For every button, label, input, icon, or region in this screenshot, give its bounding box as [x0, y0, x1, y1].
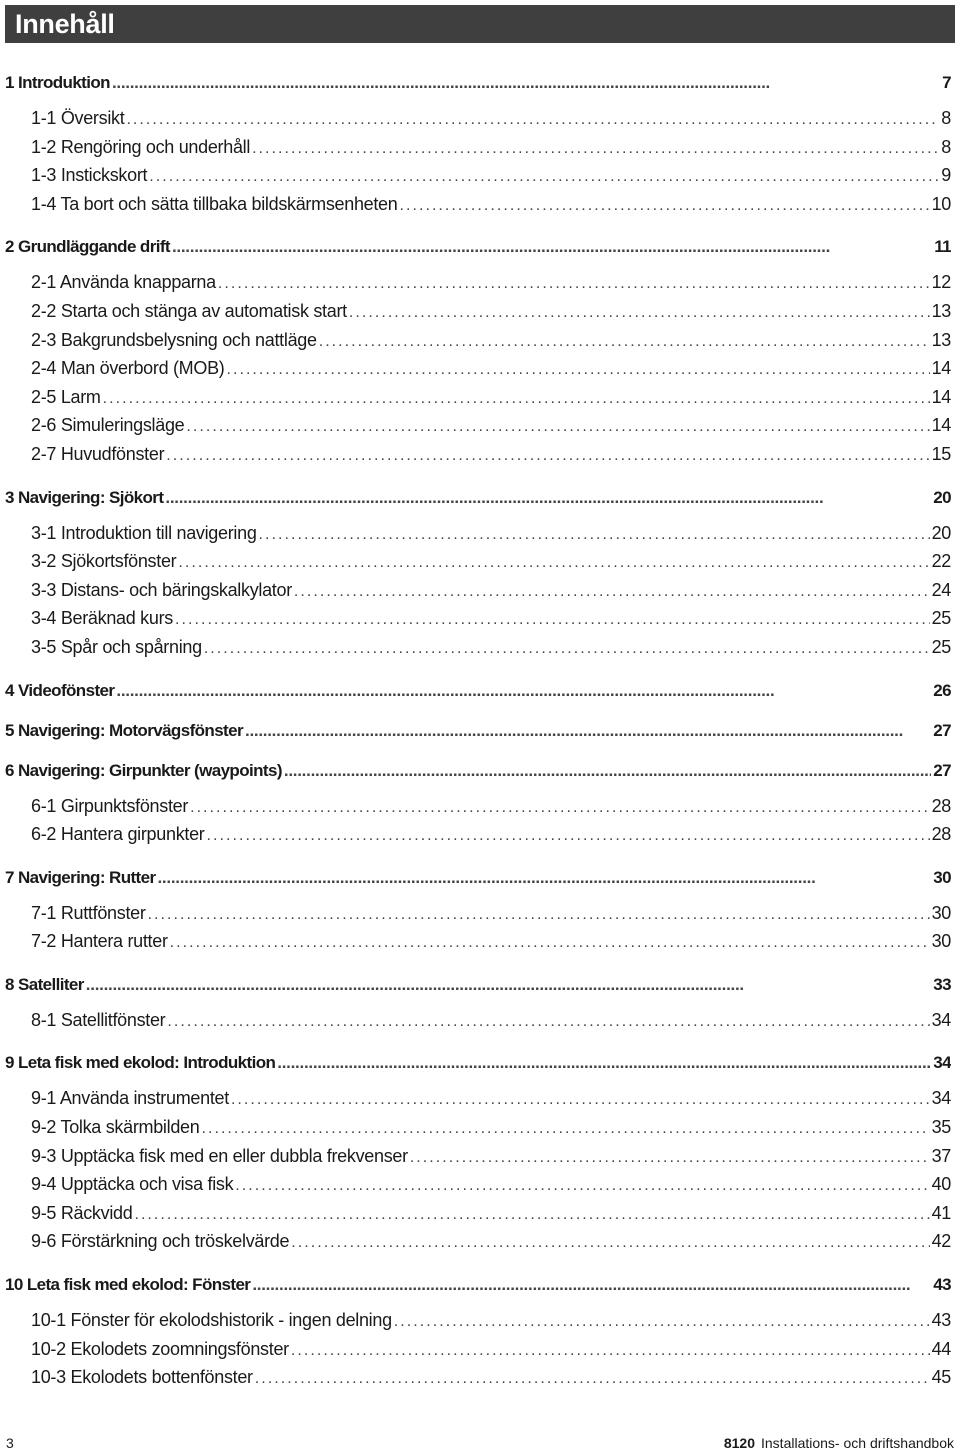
toc-section-page: 34: [931, 1009, 951, 1030]
dot-leader: [294, 578, 930, 605]
dot-leader: [218, 270, 930, 297]
dot-leader: [252, 135, 939, 162]
toc-section[interactable]: [5, 1006, 951, 1035]
toc-section-label: 1-2 Rengöring och underhåll: [31, 136, 251, 157]
toc-section[interactable]: [5, 1170, 951, 1199]
toc-section-page: 9: [941, 165, 951, 186]
dot-leader: [319, 328, 930, 355]
toc-section-label: 8-1 Satellitfönster: [31, 1009, 166, 1030]
toc-section-page: 14: [931, 386, 951, 407]
toc-section-label: 6-1 Girpunktsfönster: [31, 795, 189, 816]
toc-section-page: 42: [931, 1231, 951, 1252]
toc-section-page: 12: [931, 272, 951, 293]
toc-section-label: 2-5 Larm: [31, 386, 101, 407]
toc-chapter-label: 4 Videofönster: [5, 680, 115, 700]
toc-section[interactable]: [5, 519, 951, 548]
dot-leader: [148, 901, 930, 928]
dot-leader: [166, 442, 929, 469]
toc-chapter-page: 7: [942, 73, 951, 92]
toc-section-page: 14: [931, 415, 951, 436]
toc-chapter-label: 8 Satelliter: [5, 974, 84, 994]
toc-section-page: 41: [931, 1202, 951, 1223]
toc-section[interactable]: [5, 133, 951, 162]
model-number: 8120: [723, 1435, 755, 1451]
page-title: Innehåll: [5, 5, 955, 43]
dot-leader: [86, 974, 931, 996]
toc-chapter-page: 27: [933, 720, 951, 740]
toc-section-label: 9-6 Förstärkning och tröskelvärde: [31, 1231, 290, 1252]
toc-chapter-label: 1 Introduktion: [5, 73, 110, 92]
dot-leader: [207, 822, 930, 849]
toc-section[interactable]: [5, 326, 951, 355]
toc-section-page: 35: [931, 1117, 951, 1138]
toc-chapter[interactable]: [5, 1274, 951, 1296]
dot-leader: [103, 385, 930, 412]
toc-section-page: 15: [931, 443, 951, 464]
toc-section-label: 1-3 Instickskort: [31, 165, 148, 186]
toc-section-label: 2-7 Huvudfönster: [31, 443, 165, 464]
dot-leader: [399, 192, 929, 219]
toc-chapter[interactable]: [5, 974, 951, 996]
dot-leader: [204, 635, 930, 662]
toc-chapter[interactable]: [5, 867, 951, 889]
toc-chapter-page: 30: [933, 867, 951, 887]
toc-section[interactable]: [5, 899, 951, 928]
toc-chapter-label: 10 Leta fisk med ekolod: Fönster: [5, 1275, 251, 1295]
toc-section[interactable]: [5, 268, 951, 297]
toc-section-page: 40: [931, 1174, 951, 1195]
toc-section[interactable]: [5, 927, 951, 956]
toc-section[interactable]: [5, 411, 951, 440]
toc-section[interactable]: [5, 820, 951, 849]
dot-leader: [170, 929, 930, 956]
toc-section[interactable]: [5, 383, 951, 412]
toc-section[interactable]: [5, 190, 951, 219]
toc-section[interactable]: [5, 1199, 951, 1228]
toc-section-page: 8: [941, 136, 951, 157]
dot-leader: [252, 1274, 931, 1296]
toc-section-label: 9-4 Upptäcka och visa fisk: [31, 1174, 234, 1195]
dot-leader: [178, 549, 929, 576]
dot-leader: [134, 1201, 929, 1228]
toc-section[interactable]: [5, 1227, 951, 1256]
toc-section-page: 8: [941, 108, 951, 128]
toc-chapter-label: 7 Navigering: Rutter: [5, 867, 156, 887]
dot-leader: [149, 163, 939, 190]
footer-title: [724, 1435, 954, 1451]
toc-section-label: 9-5 Räckvidd: [31, 1202, 133, 1223]
toc-section-label: 3-2 Sjökortsfönster: [31, 551, 177, 572]
dot-leader: [172, 236, 932, 258]
toc-section[interactable]: [5, 633, 951, 662]
toc-section-label: 9-2 Tolka skärmbilden: [31, 1117, 200, 1138]
toc-section[interactable]: [5, 104, 951, 133]
dot-leader: [190, 794, 930, 821]
toc-section-label: 7-2 Hantera rutter: [31, 931, 168, 952]
toc-chapter-page: 43: [933, 1275, 951, 1295]
toc-section[interactable]: [5, 1363, 951, 1392]
toc-section[interactable]: [5, 792, 951, 821]
toc-chapter[interactable]: [5, 72, 951, 94]
toc-section-label: 7-1 Ruttfönster: [31, 902, 146, 923]
toc-chapter-page: 27: [933, 760, 951, 780]
toc-section[interactable]: [5, 297, 951, 326]
toc-section-label: 2-3 Bakgrundsbelysning och nattläge: [31, 329, 317, 350]
toc-section-page: 43: [931, 1310, 951, 1331]
dot-leader: [116, 680, 931, 702]
toc-section-page: 25: [931, 636, 951, 657]
toc-chapter-label: 5 Navigering: Motorvägsfönster: [5, 720, 243, 740]
toc-section[interactable]: [5, 1306, 951, 1335]
table-of-contents: [5, 60, 951, 1392]
toc-section[interactable]: [5, 1142, 951, 1171]
toc-section-label: 3-3 Distans- och bäringskalkylator: [31, 579, 292, 600]
toc-section-label: 2-4 Man överbord (MOB): [31, 358, 225, 379]
toc-chapter[interactable]: [5, 720, 951, 742]
dot-leader: [167, 1008, 929, 1035]
dot-leader: [291, 1337, 930, 1364]
dot-leader: [259, 521, 930, 548]
dot-leader: [126, 106, 939, 133]
toc-section-label: 1-1 Översikt: [31, 108, 125, 128]
toc-chapter-page: 20: [933, 487, 951, 507]
toc-section-label: 6-2 Hantera girpunkter: [31, 824, 205, 845]
toc-chapter-label: 3 Navigering: Sjökort: [5, 487, 164, 507]
toc-chapter[interactable]: [5, 1052, 951, 1074]
toc-section-label: 1-4 Ta bort och sätta tillbaka bildskärmsenheten: [31, 193, 398, 214]
dot-leader: [226, 356, 929, 383]
toc-chapter-page: 11: [934, 237, 951, 257]
toc-chapter-page: 34: [933, 1053, 951, 1073]
toc-section[interactable]: [5, 576, 951, 605]
dot-leader: [201, 1115, 929, 1142]
toc-section-label: 10-2 Ekolodets zoomningsfönster: [31, 1338, 289, 1359]
toc-section-label: 10-3 Ekolodets bottenfönster: [31, 1367, 253, 1388]
toc-chapter[interactable]: [5, 236, 951, 258]
toc-section-label: 2-6 Simuleringsläge: [31, 415, 185, 436]
toc-section[interactable]: [5, 547, 951, 576]
toc-section-label: 2-2 Starta och stänga av automatisk start: [31, 300, 347, 321]
toc-section-page: 37: [931, 1145, 951, 1166]
toc-section-label: 9-3 Upptäcka fisk med en eller dubbla frekvenser: [31, 1145, 408, 1166]
dot-leader: [245, 720, 931, 742]
dot-leader: [394, 1308, 930, 1335]
toc-section-page: 13: [931, 300, 951, 321]
dot-leader: [349, 299, 930, 326]
toc-chapter-label: 9 Leta fisk med ekolod: Introduktion: [5, 1053, 276, 1073]
toc-section-page: 24: [931, 579, 951, 600]
toc-section-page: 44: [931, 1338, 951, 1359]
toc-chapter-page: 26: [933, 680, 951, 700]
toc-chapter-label: 6 Navigering: Girpunkter (waypoints): [5, 760, 282, 780]
toc-chapter[interactable]: [5, 680, 951, 702]
dot-leader: [112, 72, 940, 94]
toc-section-label: 3-4 Beräknad kurs: [31, 608, 173, 629]
dot-leader: [410, 1144, 930, 1171]
toc-section-page: 20: [931, 522, 951, 543]
dot-leader: [165, 487, 931, 509]
toc-section-page: 34: [931, 1088, 951, 1109]
toc-section[interactable]: [5, 161, 951, 190]
toc-section-label: 9-1 Använda instrumentet: [31, 1088, 229, 1109]
toc-section-label: 2-1 Använda knapparna: [31, 272, 216, 293]
toc-section-page: 45: [931, 1367, 951, 1388]
toc-section-page: 28: [931, 795, 951, 816]
toc-section-label: 3-1 Introduktion till navigering: [31, 522, 257, 543]
toc-chapter[interactable]: [5, 487, 951, 509]
manual-title: Installations- och driftshandbok: [761, 1435, 954, 1451]
toc-section[interactable]: [5, 1084, 951, 1113]
toc-section-page: 14: [931, 358, 951, 379]
dot-leader: [235, 1172, 929, 1199]
toc-section[interactable]: [5, 440, 951, 469]
toc-section[interactable]: [5, 1335, 951, 1364]
dot-leader: [231, 1086, 930, 1113]
toc-section-label: 10-1 Fönster för ekolodshistorik - ingen delning: [31, 1310, 392, 1331]
toc-chapter-label: 2 Grundläggande drift: [5, 237, 170, 257]
dot-leader: [157, 867, 931, 889]
toc-section[interactable]: [5, 1113, 951, 1142]
toc-section-page: 30: [931, 902, 951, 923]
toc-section-page: 30: [931, 931, 951, 952]
toc-section[interactable]: [5, 604, 951, 633]
dot-leader: [175, 606, 930, 633]
dot-leader: [186, 413, 929, 440]
dot-leader: [284, 760, 931, 782]
toc-section-page: 10: [931, 193, 951, 214]
dot-leader: [255, 1365, 930, 1392]
toc-section-page: 13: [931, 329, 951, 350]
toc-section-label: 3-5 Spår och spårning: [31, 636, 202, 657]
toc-section[interactable]: [5, 354, 951, 383]
toc-section-page: 22: [931, 551, 951, 572]
toc-chapter-page: 33: [933, 974, 951, 994]
page-number: 3: [6, 1435, 14, 1451]
toc-section-page: 28: [931, 824, 951, 845]
dot-leader: [291, 1229, 929, 1256]
dot-leader: [277, 1052, 931, 1074]
toc-chapter[interactable]: [5, 760, 951, 782]
toc-section-page: 25: [931, 608, 951, 629]
